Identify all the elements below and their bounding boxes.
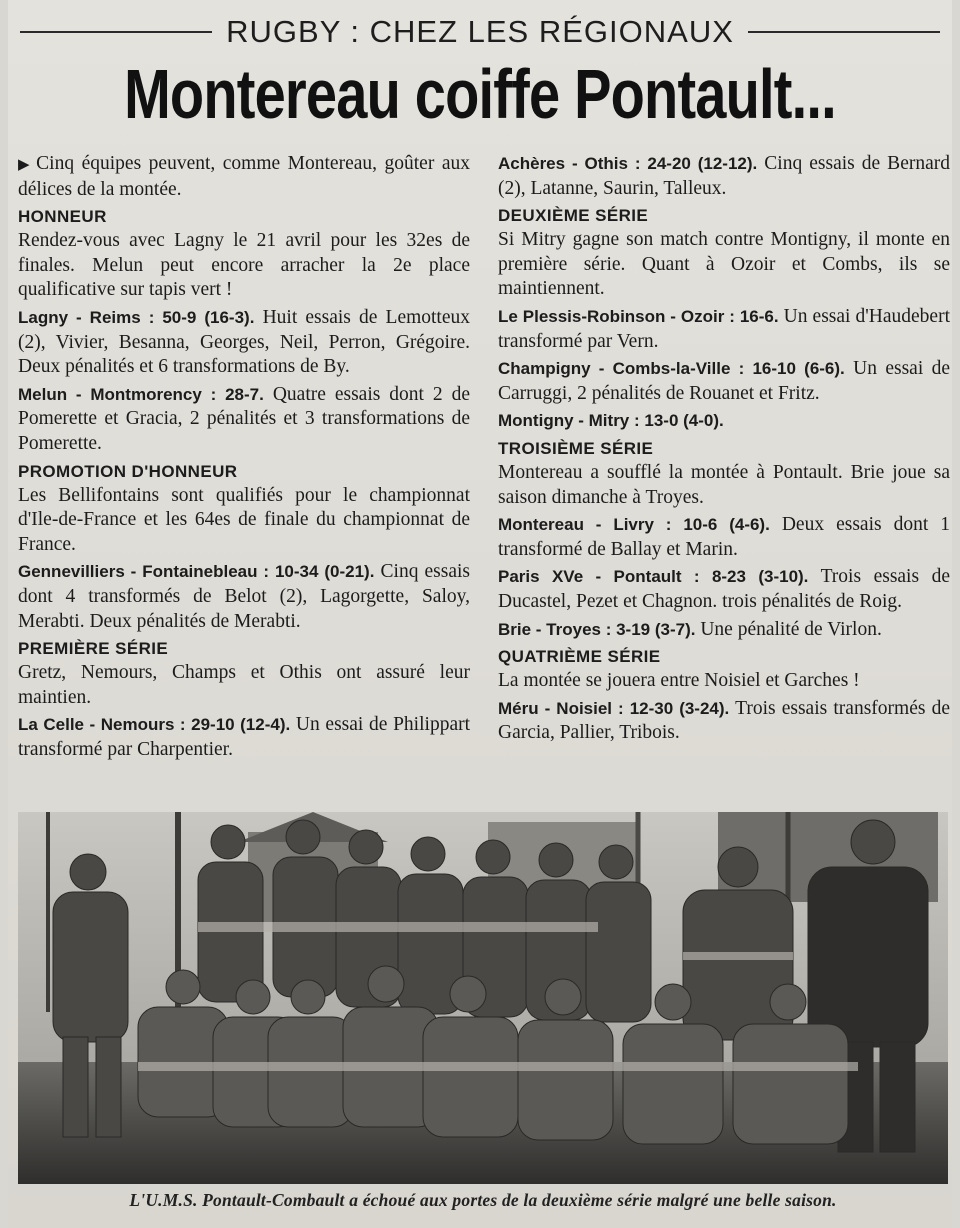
match-report [18,306,470,380]
triangle-bullet-icon: ▶ [18,157,33,173]
match-report [498,357,950,406]
kicker-text: RUGBY : CHEZ LES RÉGIONAUX [226,14,734,49]
section-title-premiere: PREMIÈRE SÉRIE [18,639,169,659]
match-report [498,697,950,746]
kicker-rule-left [20,31,212,33]
section-title-quatrieme: QUATRIÈME SÉRIE [498,647,661,667]
match-score: Méru - Noisiel : 12-30 (3-24). [498,698,730,718]
match-score: Brie - Troyes : 3-19 (3-7). [498,619,696,639]
match-text: Un essai d'Haudebert transformé par Vern. [498,305,950,352]
section-text-quatrieme: La montée se jouera entre Noisiel et Garches ! [498,670,860,692]
match-score: Champigny - Combs-la-Ville : 16-10 (6-6). [498,359,845,379]
section-text-premiere: Gretz, Nemours, Champs et Othis ont assuré leur maintien. [18,662,470,708]
match-score: Montereau - Livry : 10-6 (4-6). [498,515,770,535]
match-score: Melun - Montmorency : 28-7. [18,384,264,404]
section-text-honneur: Rendez-vous avec Lagny le 21 avril pour les 32es de finales. Melun peut encore arracher la 2e place qualificative sur tapis vert ! [18,230,470,301]
section-text-troisieme: Montereau a soufflé la montée à Pontault. Brie joue sa saison dimanche à Troyes. [498,461,950,508]
match-score: Gennevilliers - Fontainebleau : 10-34 (0-21). [18,562,375,582]
match-report [18,560,470,634]
match-text: Quatre essais dont 2 de Pomerette et Gracia, 2 pénalités et 3 transformations de Pomerette. [18,383,471,454]
photo-caption: L'U.M.S. Pontault-Combault a échoué aux portes de la deuxième série malgré une belle saison. [129,1190,837,1210]
match-report [498,409,950,434]
match-report [498,565,950,614]
match-score: Paris XVe - Pontault : 8-23 (3-10). [498,567,809,587]
match-report [18,713,470,762]
right-column [498,152,950,749]
match-text: Cinq essais de Bernard (2), Latanne, Saurin, Talleux. [498,153,950,199]
match-text: Deux essais dont 1 transformé de Ballay et Marin. [498,514,951,560]
section-text-promotion: Les Bellifontains sont qualifiés pour le championnat d'Ile-de-France et les 64es de finale du championnat de France. [18,484,470,555]
intro-paragraph: ▶ Cinq équipes peuvent, comme Montereau, goûter aux délices de la montée. [18,153,470,200]
team-photo [18,812,948,1184]
team-photo-illustration [18,812,948,1184]
match-report [498,513,950,562]
match-report [18,383,470,457]
section-title-honneur: HONNEUR [18,207,107,227]
left-column [18,152,470,765]
match-text: Un essai de Carruggi, 2 pénalités de Rouanet et Fritz. [498,358,950,404]
match-text: Huit essais de Lemotteux (2), Vivier, Besanna, Georges, Neil, Perron, Grégoire. Deux pénalités et 6 transformations de By. [18,306,471,378]
match-score: Montigny - Mitry : 13-0 (4-0). [498,411,724,431]
match-report [498,305,950,354]
section-text-deuxieme: Si Mitry gagne son match contre Montigny, il monte en première série. Quant à Ozoir et Combs, ils se maintiennent. [498,229,950,300]
match-text: Une pénalité de Virlon. [700,618,882,640]
section-title-promotion: PROMOTION D'HONNEUR [18,461,238,481]
section-kicker [20,10,940,54]
match-text: Trois essais de Ducastel, Pezet et Chagnon. trois pénalités de Roig. [498,566,950,612]
match-text: Cinq essais dont 4 transformés de Belot (2), Lagorgette, Saloy, Merabti. Deux pénalités de Merabti. [18,561,471,632]
section-title-deuxieme: DEUXIÈME SÉRIE [498,206,649,226]
match-report [498,618,950,643]
match-report [498,152,950,201]
headline: Montereau coiffe Pontault... [124,55,836,133]
match-score: La Celle - Nemours : 29-10 (12-4). [18,715,291,735]
match-score: Achères - Othis : 24-20 (12-12). [498,154,758,173]
section-title-troisieme: TROISIÈME SÉRIE [498,438,654,458]
match-score: Le Plessis-Robinson - Ozoir : 16-6. [498,306,779,326]
kicker-rule-right [748,31,940,33]
match-text: Trois essais transformés de Garcia, Pallier, Tribois. [498,697,951,744]
match-score: Lagny - Reims : 50-9 (16-3). [18,307,255,327]
match-text: Un essai de Philippart transformé par Charpentier. [18,714,471,760]
